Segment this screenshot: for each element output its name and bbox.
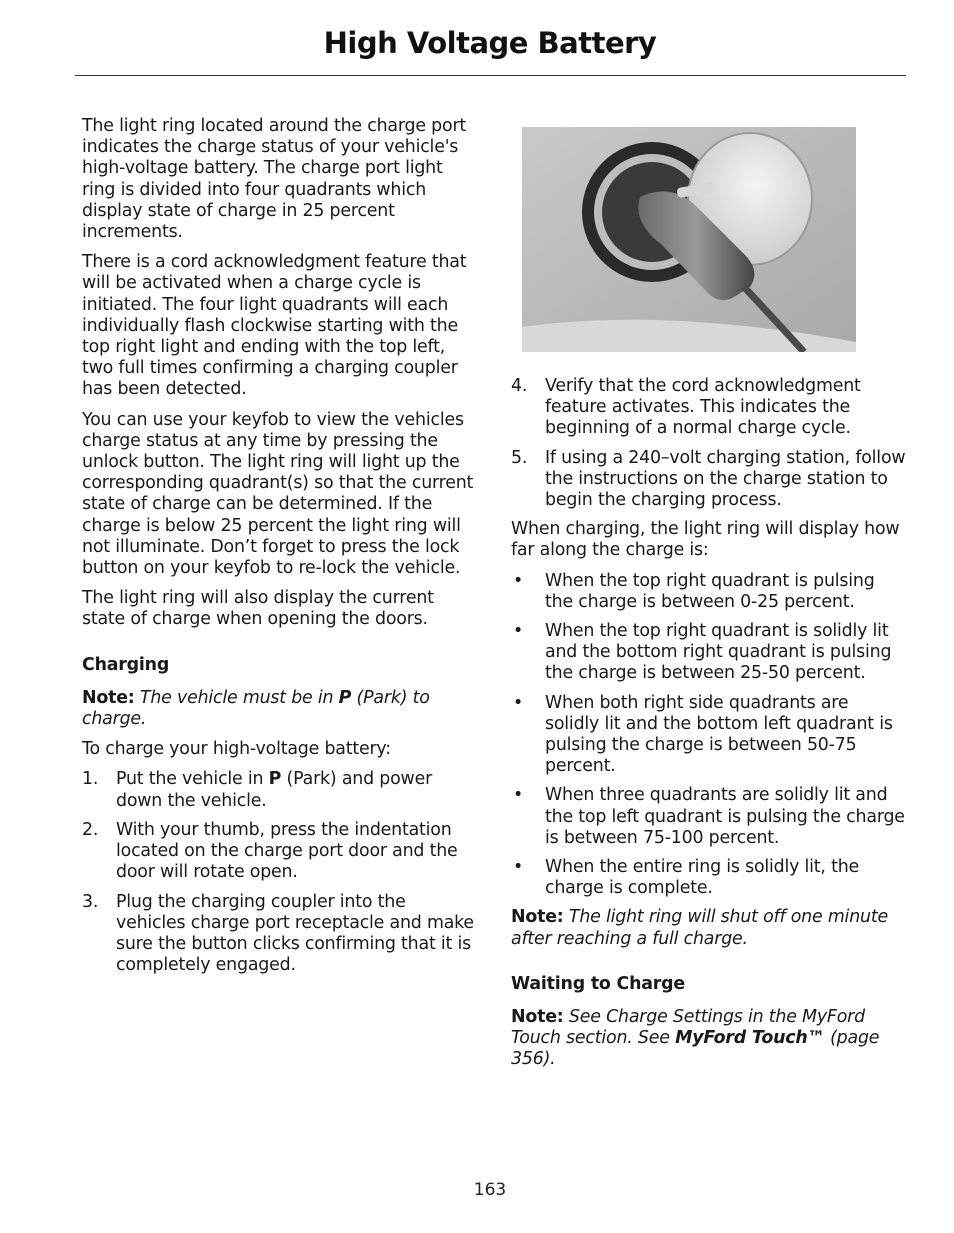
gear-park-letter: P (338, 687, 352, 708)
page-title: High Voltage Battery (323, 26, 657, 60)
bullet-text: When both right side quadrants are solidly lit and the bottom left quadrant is pulsing the charge is between 50-75 percent. (545, 692, 893, 777)
to-charge-intro: To charge your high-voltage battery: (82, 739, 391, 760)
left-column (82, 116, 474, 984)
bullet-icon: • (513, 692, 524, 713)
myford-touch-link[interactable]: MyFord Touch™ (675, 1028, 825, 1049)
waiting-heading: Waiting to Charge (511, 973, 686, 994)
step-number: 3. (82, 891, 99, 912)
park-note (82, 688, 474, 730)
bullet-icon: • (513, 570, 524, 591)
intro-paragraph: The light ring located around the charge port indicates the charge status of your vehicle's high-voltage battery. The charge port light ring is divided into four quadrants which display state of charge in 25 percent increments. (82, 116, 467, 243)
myford-note (511, 1007, 907, 1071)
intro-paragraph: There is a cord acknowledgment feature that will be activated when a charge cycle is initiated. The four light quadrants will each individually flash clockwise starting with the top right light and ending with the top left, two full times confirming a charging coupler has been detected. (82, 252, 467, 400)
step-item (511, 448, 907, 512)
note-text: The vehicle must be in (139, 687, 334, 708)
note-label: Note: (511, 907, 564, 928)
bullet-text: When the entire ring is solidly lit, the charge is complete. (545, 857, 860, 899)
when-charging-intro: When charging, the light ring will display how far along the charge is: (511, 519, 900, 561)
step-item (511, 376, 907, 440)
charge-port-photo (522, 127, 856, 352)
bullet-item (511, 621, 907, 685)
note-text: The light ring will shut off one minute after reaching a full charge. (511, 907, 888, 949)
right-column (511, 376, 907, 1080)
intro-paragraph: The light ring will also display the current state of charge when opening the doors. (82, 588, 434, 630)
header-rule (75, 75, 906, 76)
step-text: Verify that the cord acknowledgment feature activates. This indicates the beginning of a normal charge cycle. (545, 376, 861, 439)
note-label: Note: (82, 687, 135, 708)
note-label: Note: (511, 1007, 564, 1028)
full-charge-note (511, 907, 907, 949)
note-text: (Park) to charge. (82, 687, 430, 730)
bullet-icon: • (513, 857, 524, 878)
step-number: 5. (511, 447, 528, 468)
bullet-text: When three quadrants are solidly lit and the top left quadrant is pulsing the charge is between 75-100 percent. (545, 785, 905, 848)
bullet-icon: • (513, 621, 524, 642)
bullet-item (511, 857, 907, 899)
step-item (82, 820, 474, 884)
gear-park-letter: P (268, 769, 282, 790)
step-text: If using a 240–volt charging station, follow the instructions on the charge station to begin the charging process. (545, 447, 906, 511)
bullet-item (511, 571, 907, 613)
page-number: 163 (473, 1180, 507, 1200)
step-item (82, 769, 474, 811)
step-number: 2. (82, 819, 99, 840)
bullet-item (511, 693, 907, 778)
step-text: Put the vehicle in (116, 769, 264, 790)
bullet-text: When the top right quadrant is solidly lit and the bottom right quadrant is pulsing the charge is between 25-50 percent. (545, 621, 892, 684)
step-item (82, 892, 474, 977)
note-text: (page 356). (511, 1028, 880, 1070)
intro-paragraph: You can use your keyfob to view the vehicles charge status at any time by pressing the unlock button. The light ring will light up the corresponding quadrant(s) so that the current state of charge can be determined. If the charge is below 25 percent the light ring will not illuminate. Don’t forget to press the lock button on your keyfob to re-lock the vehicle. (82, 409, 474, 579)
step-number: 4. (511, 376, 528, 396)
note-text: See Charge Settings in the MyFord Touch section. See (511, 1007, 865, 1049)
step-text: (Park) and power down the vehicle. (116, 769, 433, 811)
step-number: 1. (82, 769, 99, 790)
step-text: With your thumb, press the indentation located on the charge port door and the door will rotate open. (116, 819, 458, 883)
bullet-item (511, 785, 907, 849)
bullet-icon: • (513, 785, 524, 806)
step-text: Plug the charging coupler into the vehicles charge port receptacle and make sure the button clicks confirming that it is completely engaged. (116, 891, 474, 976)
charging-heading: Charging (82, 654, 170, 675)
bullet-text: When the top right quadrant is pulsing the charge is between 0-25 percent. (545, 570, 875, 612)
